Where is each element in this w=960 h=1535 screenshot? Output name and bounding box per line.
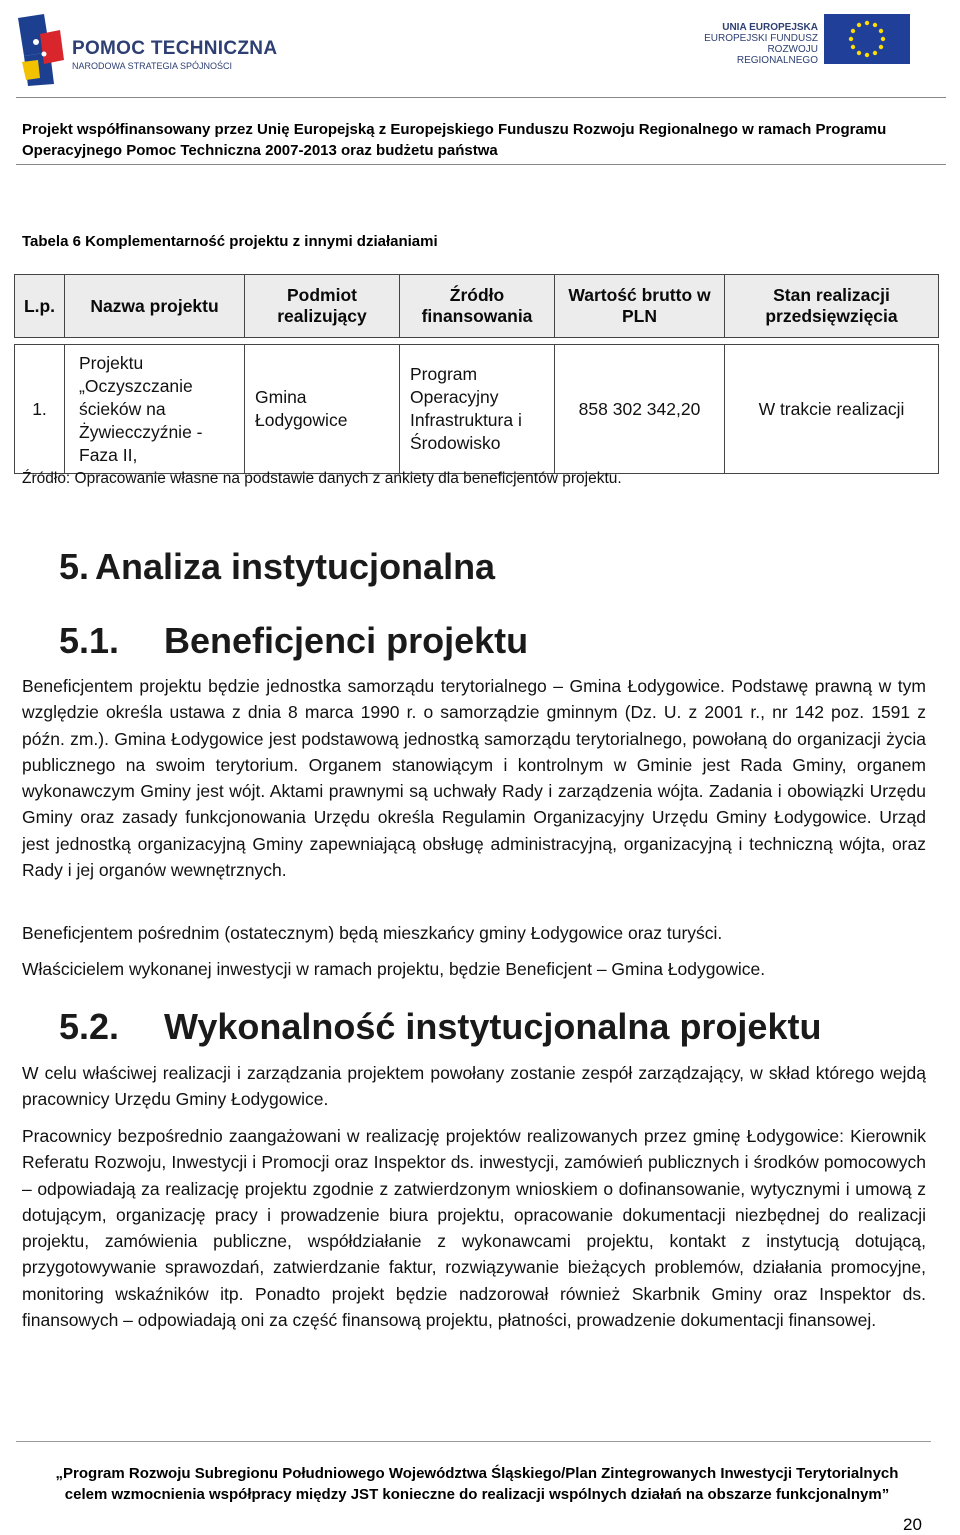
footer-divider [16,1441,931,1442]
cofinancing-line-1: Projekt współfinansowany przez Unię Europejską z Europejskiego Funduszu Rozwoju Regionalnego w ramach Programu [22,121,887,138]
section-heading-5-1 [59,620,528,662]
pomoc-techniczna-logo [14,12,278,88]
complementarity-table [14,274,939,474]
logo-subtitle: NARODOWA STRATEGIA SPÓJNOŚCI [72,61,233,71]
eu-flag-icon [824,14,910,64]
cell-entity: Gmina Łodygowice [245,345,400,474]
paragraph: Beneficjentem pośrednim (ostatecznym) będą mieszkańcy gminy Łodygowice oraz turyści. [22,923,723,943]
section-title: Analiza instytucjonalna [95,546,496,587]
col-header-project-name: Nazwa projektu [65,275,245,338]
cell-funding-source: Program Operacyjny Infrastruktura i Środowisko [400,345,555,474]
col-header-funding-source: Źródło finansowania [400,275,555,338]
section-heading-5-2 [59,1006,821,1048]
table-separator [15,338,939,345]
cell-project-name: Projektu „Oczyszczanie ścieków na Żywiecczyźnie - Faza II, [65,345,245,474]
col-header-status: Stan realizacji przedsięwzięcia [725,275,939,338]
paragraph: Beneficjentem projektu będzie jednostka samorządu terytorialnego – Gmina Łodygowice. Podstawę prawną w tym względzie określa ustawa z dnia 8 marca 1990 r. o samorządzie gminnym (Dz. U. z 2001 r., nr 142 poz. 1591 z późn. zm.). Gmina Łodygowice jest podstawową jednostką samorządu terytorialnego, powołaną do organizacji życia publicznego na swoim terytorium. Organem stanowiącym i kontrolnym w Gminie jest Rada Gminy, organem wykonawczym Gminy jest wójt. Aktami prawnymi są uchwały Rady i zarządzenia wójta. Zadania i obowiązki Urzędu Gminy oraz zasady funkcjonowania Urzędu określa Regulamin Organizacyjny Urzędu Gminy Łodygowice. Urząd jest jednostką organizacyjną Gminy zapewniającą obsługę administracyjną, organizacyjną i techniczną wójta, oraz Rady i jej organów wewnętrznych. [22,676,926,881]
col-header-gross-value: Wartość brutto w PLN [555,275,725,338]
eu-label-line3: ROZWOJU REGIONALNEGO [736,44,818,66]
section-number: 5. [59,546,90,587]
eu-label-line1: UNIA EUROPEJSKA [722,22,818,33]
cofinancing-statement [16,119,952,161]
col-header-entity: Podmiot realizujący [245,275,400,338]
eu-label-line2: EUROPEJSKI FUNDUSZ [704,33,818,44]
paragraph: Właścicielem wykonanej inwestycji w ramach projektu, będzie Beneficjent – Gmina Łodygowice. [22,959,766,979]
logo-title: POMOC TECHNICZNA [72,38,278,59]
cell-lp: 1. [15,345,65,474]
eu-label [688,22,818,66]
header-divider-bottom [16,164,946,165]
footer-program-title [16,1463,938,1505]
col-header-lp: L.p. [15,275,65,338]
table-header-row [15,275,939,338]
table-source-note: Źródło: Opracowanie własne na podstawie danych z ankiety dla beneficjentów projektu. [22,470,622,487]
section-heading-5 [59,546,495,588]
eu-logo [688,14,918,66]
table-caption: Tabela 6 Komplementarność projektu z innymi działaniami [22,233,438,250]
header-divider-top [16,97,946,98]
footer-line-1: „Program Rozwoju Subregionu Południowego Województwa Śląskiego/Plan Zintegrowanych Inwestycji Terytorialnych [55,1465,899,1482]
section-title: Beneficjenci projektu [164,620,529,661]
footer-line-2: celem wzmocnienia współpracy między JST konieczne do realizacji wspólnych działań na obszarze funkcjonalnym” [64,1486,890,1503]
cofinancing-line-2: Operacyjnego Pomoc Techniczna 2007-2013 oraz budżetu państwa [22,142,498,159]
paragraph: Pracownicy bezpośrednio zaangażowani w realizację projektów realizowanych przez gminę Łodygowice: Kierownik Referatu Rozwoju, Inwestycji i Promocji oraz Inspektor ds. inwestycji, zamówień publicznych i środków pomocowych – odpowiadają za realizację projektu zgodnie z zatwierdzonym wnioskiem o dofinansowanie, wytycznymi i umową z dotującym, organizację pracy i prowadzenie biura projektu, opracowanie dokumentacji niezbędnej do realizacji projektu, zamówienia publiczne, współdziałanie z wykonawcami projektu, kontakt z instytucją dotującą, przygotowywanie sprawozdań, zatwierdzanie faktur, rozwiązywanie bieżących problemów, działania promocyjne, monitoring wskaźników itp. Ponadto projekt będzie nadzorował również Skarbnik Gminy oraz Inspektor ds. finansowych – odpowiadają oni za część finansową projektu, płatności, prowadzenie dokumentacji finansowej. [22,1126,926,1331]
cell-gross-value: 858 302 342,20 [555,345,725,474]
paragraph: W celu właściwej realizacji i zarządzania projektem powołany zostanie zespół zarządzający, w skład którego wejdą pracownicy Urzędu Gminy Łodygowice. [22,1063,926,1110]
table-row [15,345,939,474]
section-number: 5.2. [59,1006,120,1047]
section-number: 5.1. [59,620,120,661]
cell-status: W trakcie realizacji [725,345,939,474]
section-title: Wykonalność instytucjonalna projektu [164,1006,822,1047]
page-number: 20 [903,1515,922,1534]
